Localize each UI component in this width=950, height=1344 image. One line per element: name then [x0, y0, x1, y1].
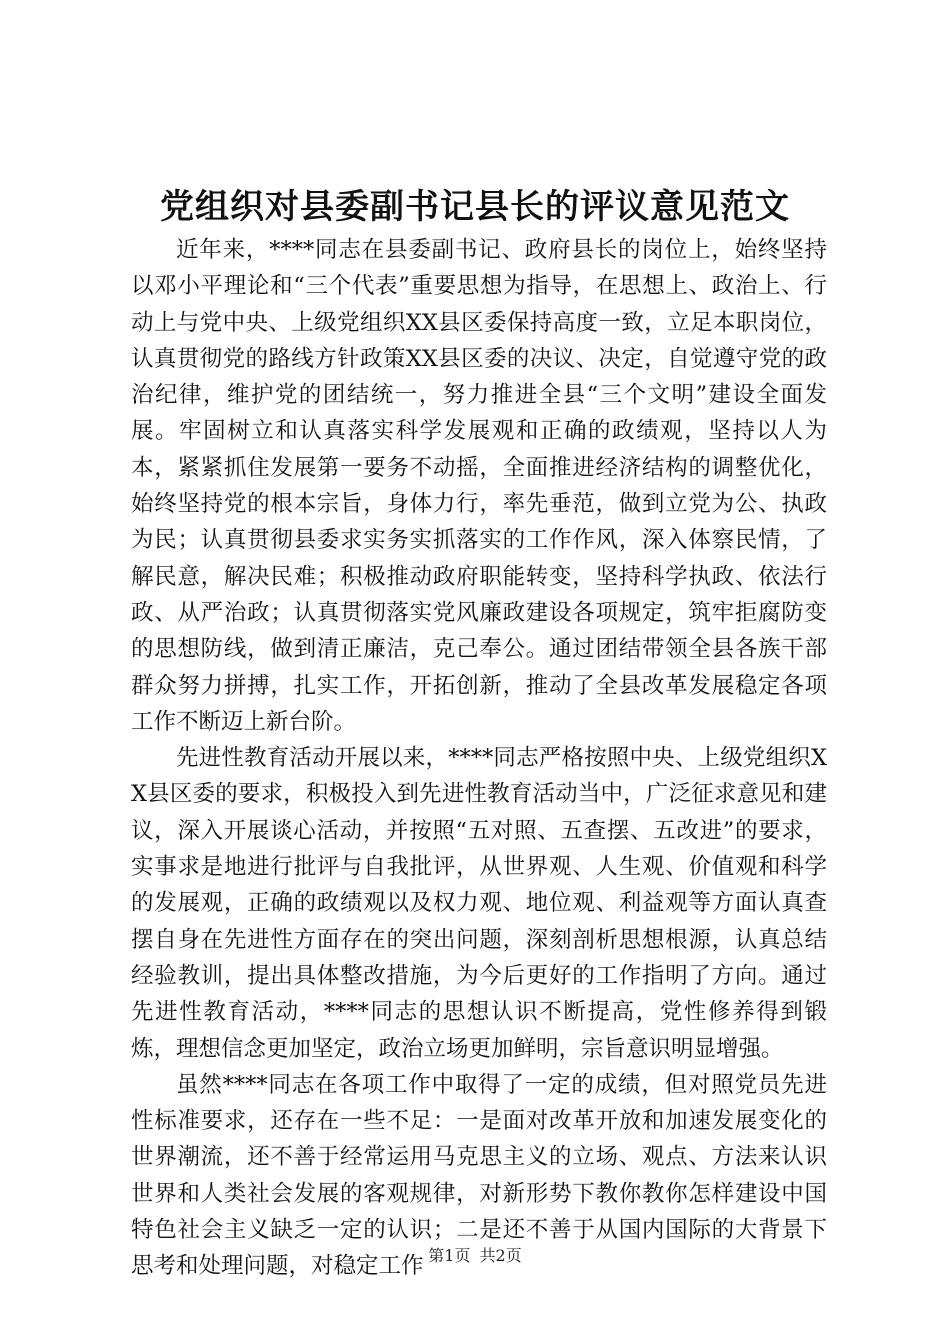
paragraph-2: 先进性教育活动开展以来，****同志严格按照中央、上级党组织XX县区委的要求，积极投入到先进性教育活动当中，广泛征求意见和建议，深入开展谈心活动，并按照“五对照、五查摆、五改进”的要求，实事求是地进行批评与自我批评，从世界观、人生观、价值观和科学的发展观，正确的政绩观以及权力观、地位观、利益观等方面认真查摆自身在先进性方面存在的突出问题，深刻剖析思想根源，认真总结经验教训，提出具体整改措施，为今后更好的工作指明了方向。通过先进性教育活动，****同志的思想认识不断提高，党性修养得到锻炼，理想信念更加坚定，政治立场更加鲜明，宗旨意识明显增强。	[131, 745, 827, 1062]
document-title: 党组织对县委副书记县长的评议意见范文	[160, 187, 790, 227]
page-number: 第1页	[428, 1246, 471, 1265]
page-footer	[0, 1244, 950, 1268]
document-body	[131, 232, 827, 1285]
paragraph-1: 近年来，****同志在县委副书记、政府县长的岗位上，始终坚持以邓小平理论和“三个代表”重要思想为指导，在思想上、政治上、行动上与党中央、上级党组织XX县区委保持高度一致，立足本职岗位，认真贯彻党的路线方针政策XX县区委的决议、决定，自觉遵守党的政治纪律，维护党的团结统一，努力推进全县“三个文明”建设全面发展。牢固树立和认真落实科学发展观和正确的政绩观，坚持以人为本，紧紧抓住发展第一要务不动摇，全面推进经济结构的调整优化，始终坚持党的根本宗旨，身体力行，率先垂范，做到立党为公、执政为民；认真贯彻县委求实务实抓落实的工作作风，深入体察民情，了解民意，解决民难；积极推动政府职能转变，坚持科学执政、依法行政、从严治政；认真贯彻落实党风廉政建设各项规定，筑牢拒腐防变的思想防线，做到清正廉洁，克己奉公。通过团结带领全县各族干部群众努力拼搏，扎实工作，开拓创新，推动了全县改革发展稳定各项工作不断迈上新台阶。	[131, 237, 827, 735]
page-total: 共2页	[479, 1246, 522, 1265]
paragraph-3: 虽然****同志在各项工作中取得了一定的成绩，但对照党员先进性标准要求，还存在一些不足：一是面对改革开放和加速发展变化的世界潮流，还不善于经常运用马克思主义的立场、观点、方法来认识世界和人类社会发展的客观规律，对新形势下教你教你怎样建设中国特色社会主义缺乏一定的认识；二是还不善于从国内国际的大背景下思考和处理问题，对稳定工作	[131, 1071, 827, 1280]
